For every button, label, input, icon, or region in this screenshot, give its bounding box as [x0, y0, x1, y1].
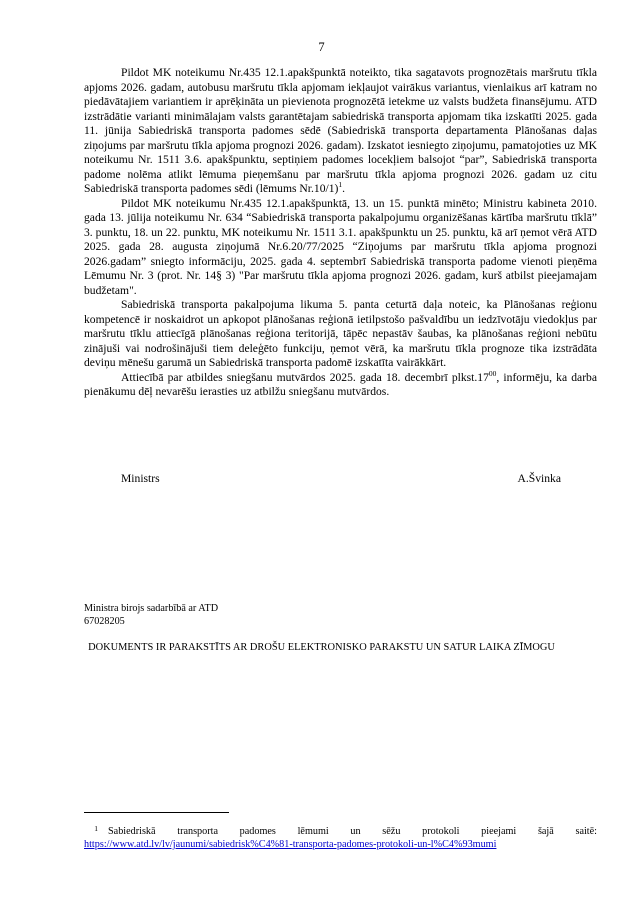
paragraph-text: Sabiedriskā transporta pakalpojuma likuma 5. panta ceturtā daļa noteic, ka Plānošanas reģionu kompetencē ir noskaidrot un apkopot plānošanas reģionā ietilpstošo pašvaldību un iedzīvotāju viedokļus par maršrutu tīklu attiecīgā plānošanas reģiona teritorijā, tāpēc nepastāv šaubas, ka plānošanas reģioni nebūtu zinājuši vai nodrošinājuši tiem deleģēto funkciju, ņemot vērā, ka maršrutu tīkla prognoze tika izstrādāta deviņu mēnešu garumā un Sabiedriskā transporta padomē izskatīta vairākkārt. [84, 298, 597, 369]
signatory-name: A.Švinka [517, 472, 561, 485]
contact-office: Ministra birojs sadarbībā ar ATD [84, 603, 219, 614]
footnote-reference[interactable]: 1 [338, 180, 343, 190]
footnote-divider [84, 812, 229, 813]
footnote [84, 826, 597, 851]
footnote-link[interactable]: https://www.atd.lv/lv/jaunumi/sabiedrisk%C4%81-transporta-padomes-protokoli-un-l%C4%93mumi [84, 838, 497, 850]
footnote-line [84, 826, 597, 839]
document-body [84, 66, 597, 400]
paragraph-2 [84, 197, 597, 299]
paragraph-text: Pildot MK noteikumu Nr.435 12.1.apakšpunktā, 13. un 15. punktā minēto; Ministru kabineta 2010. gada 13. jūlija noteikumu Nr. 634 “Sabiedriskā transporta pakalpojumu organizēšanas kārtība maršrutu tīklā” 3. punktu, 18. un 22. punktu, MK noteikumu Nr. 1511 3.1. apakšpunktu un 25. punktu, kā arī ņemot vērā ATD 2025. gada 28. augusta ziņojumā Nr.6.20/77/2025 “Ziņojums par maršrutu tīkla apjoma prognozi 2026.gadam” sniegto informāciju, 2025. gada 4. septembrī Sabiedriskā transporta padome vienoti pieņēma Lēmumu Nr. 3 (prot. Nr. 14§ 3) "Par maršrutu tīkla apjoma prognozi 2026. gadam, kurš atbilst pieejamajam budžetam". [84, 196, 597, 297]
contact-phone: 67028205 [84, 616, 125, 627]
time-superscript: 00 [488, 368, 497, 378]
footnote-text: Sabiedriskā transporta padomes lēmumi un sēžu protokoli pieejami šajā saitē: [108, 826, 597, 837]
paragraph-tail: . [342, 182, 346, 195]
paragraph-1 [84, 66, 597, 197]
electronic-signature-notice: DOKUMENTS IR PARAKSTĪTS AR DROŠU ELEKTRONISKO PARAKSTU UN SATUR LAIKA ZĪMOGU [88, 642, 555, 653]
paragraph-tail: , informēju, ka darba pienākumu dēļ nevarēšu ierasties uz atbilžu sniegšanu mutvārdos. [84, 370, 598, 398]
page-number: 7 [318, 40, 325, 54]
paragraph-3 [84, 298, 597, 371]
paragraph-text: Attiecībā par atbildes sniegšanu mutvārdos 2025. gada 18. decembrī plkst.17 [121, 370, 489, 384]
contact-info [84, 602, 218, 628]
paragraph-text: Pildot MK noteikumu Nr.435 12.1.apakšpunktā noteikto, tika sagatavots prognozētais maršrutu tīkla apjoms 2026. gadam, autobusu maršrutu tīkla apjomam iekļaujot vairākus variantus, vienlaikus arī katram no piedāvātajiem variantiem ir aprēķināta un pievienota prognozētā ietekme uz valsts budžeta finansējumu. ATD izstrādātie varianti minimālajam valsts garantētajam sabiedriskā transporta apjomam tika izskatīti 2025. gada 11. jūnija Sabiedriskā transporta padomes sēdē (Sabiedriskā transporta departamenta Plānošanas daļas ziņojums par maršrutu tīkla apjoma prognozi 2026. gadam). Izskatot iesniegto ziņojumu, pamatojoties uz MK noteikumu Nr. 1511 3.6. apakšpunktu, septiņiem padomes locekļiem balsojot “par”, Sabiedriskā transporta padome nolēma atlikt lēmuma pieņemšanu par maršrutu tīkla apjoma prognozi 2026. gadam uz citu Sabiedriskā transporta padomes sēdi (lēmums Nr.10/1) [84, 66, 597, 195]
signatory-position: Ministrs [121, 472, 160, 485]
paragraph-4 [84, 368, 598, 400]
footnote-number: 1 [94, 824, 98, 833]
